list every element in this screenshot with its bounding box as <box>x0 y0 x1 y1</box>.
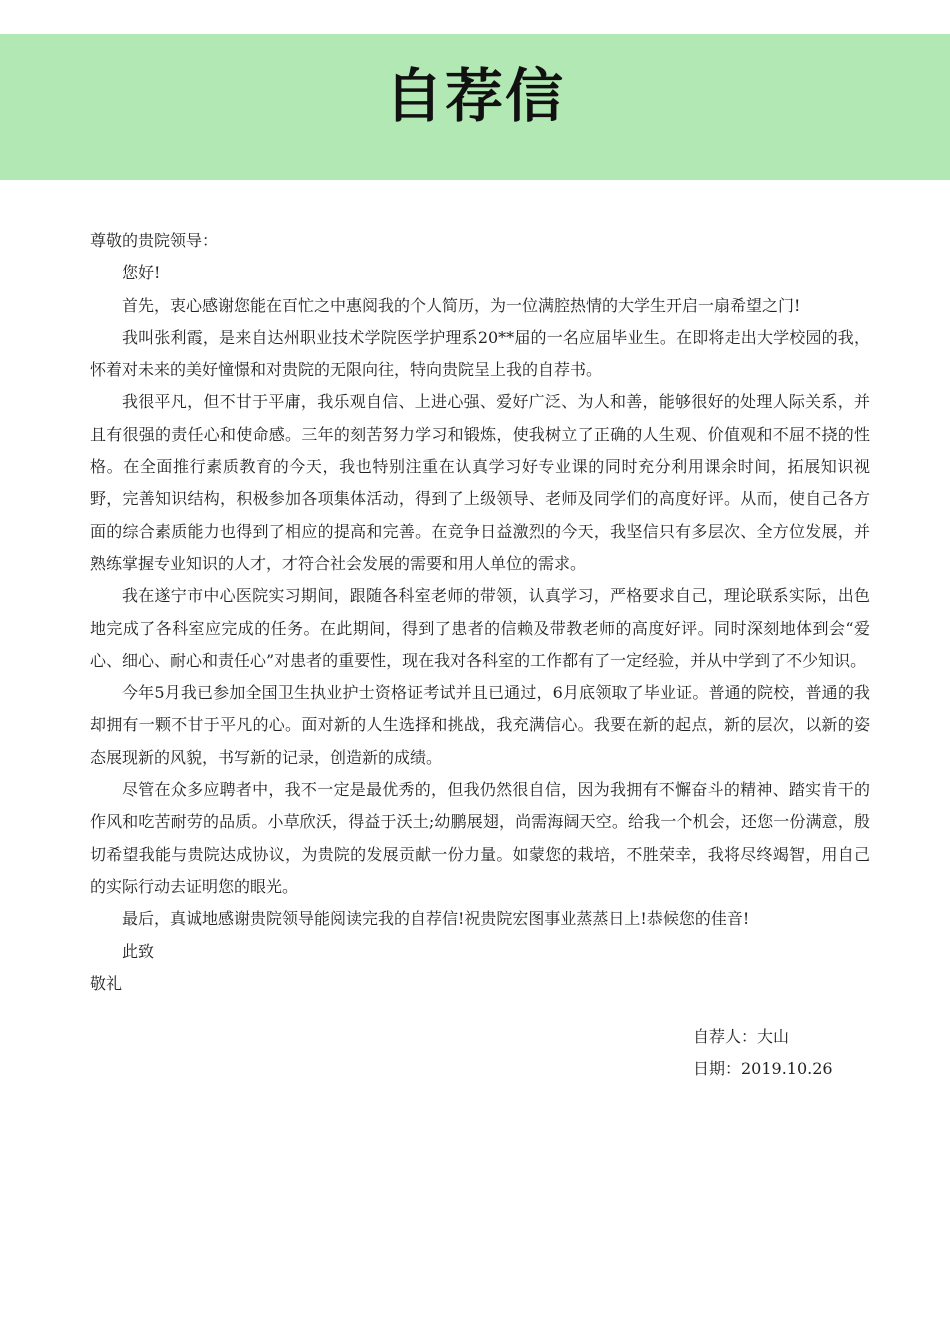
paragraph-confidence: 尽管在众多应聘者中，我不一定是最优秀的，但我仍然很自信，因为我拥有不懈奋斗的精神、踏实肯干的作风和吃苦耐劳的品质。小草欣沃，得益于沃土;幼鹏展翅，尚需海阔天空。给我一个机会，还您一份满意，殷切希望我能与贵院达成协议，为贵院的发展贡献一份力量。如蒙您的栽培，不胜荣幸，我将尽终竭智，用自己的实际行动去证明您的眼光。 <box>90 780 870 896</box>
document-title: 自荐信 <box>384 62 565 130</box>
paragraph-character: 我很平凡，但不甘于平庸，我乐观自信、上进心强、爱好广泛、为人和善，能够很好的处理人际关系，并且有很强的责任心和使命感。三年的刻苦努力学习和锻炼，使我树立了正确的人生观、价值观和不屈不挠的性格。在全面推行素质教育的今天，我也特别注重在认真学习好专业课的同时充分利用课余时间，拓展知识视野，完善知识结构，积极参加各项集体活动，得到了上级领导、老师及同学们的高度好评。从而，使自己各方面的综合素质能力也得到了相应的提高和完善。在竞争日益激烈的今天，我坚信只有多层次、全方位发展，并熟练掌握专业知识的人才，才符合社会发展的需要和用人单位的需求。 <box>90 392 870 573</box>
title-banner <box>0 34 950 180</box>
greeting: 您好! <box>122 263 161 283</box>
paragraph-internship: 我在遂宁市中心医院实习期间，跟随各科室老师的带领，认真学习，严格要求自己，理论联系实际，出色地完成了各科室应完成的任务。在此期间，得到了患者的信赖及带教老师的高度好评。同时深刻地体到会“爱心、细心、耐心和责任心”对患者的重要性，现在我对各科室的工作都有了一定经验，并从中学到了不少知识。 <box>90 586 870 670</box>
signature-block <box>693 1021 833 1085</box>
closing-jingli: 敬礼 <box>90 973 123 993</box>
paragraph-introduction: 我叫张利霞，是来自达州职业技术学院医学护理系20**届的一名应届毕业生。在即将走出大学校园的我，怀着对未来的美好憧憬和对贵院的无限向往，特向贵院呈上我的自荐书。 <box>90 327 870 380</box>
salutation: 尊敬的贵院领导： <box>90 231 219 250</box>
signature-date: 日期：2019.10.26 <box>693 1059 833 1078</box>
paragraph-thanks: 首先，衷心感谢您能在百忙之中惠阅我的个人简历，为一位满腔热情的大学生开启一扇希望之门! <box>122 295 801 315</box>
letter-body <box>90 225 870 1000</box>
paragraph-final-thanks: 最后，真诚地感谢贵院领导能阅读完我的自荐信!祝贵院宏图事业蒸蒸日上!恭候您的佳音! <box>122 909 750 929</box>
closing-cizhi: 此致 <box>122 941 155 961</box>
signer-name: 自荐人：大山 <box>693 1027 790 1046</box>
paragraph-qualification: 今年5月我已参加全国卫生执业护士资格证考试并且已通过，6月底领取了毕业证。普通的院校，普通的我却拥有一颗不甘于平凡的心。面对新的人生选择和挑战，我充满信心。我要在新的起点，新的层次，以新的姿态展现新的风貌，书写新的记录，创造新的成绩。 <box>90 683 870 767</box>
